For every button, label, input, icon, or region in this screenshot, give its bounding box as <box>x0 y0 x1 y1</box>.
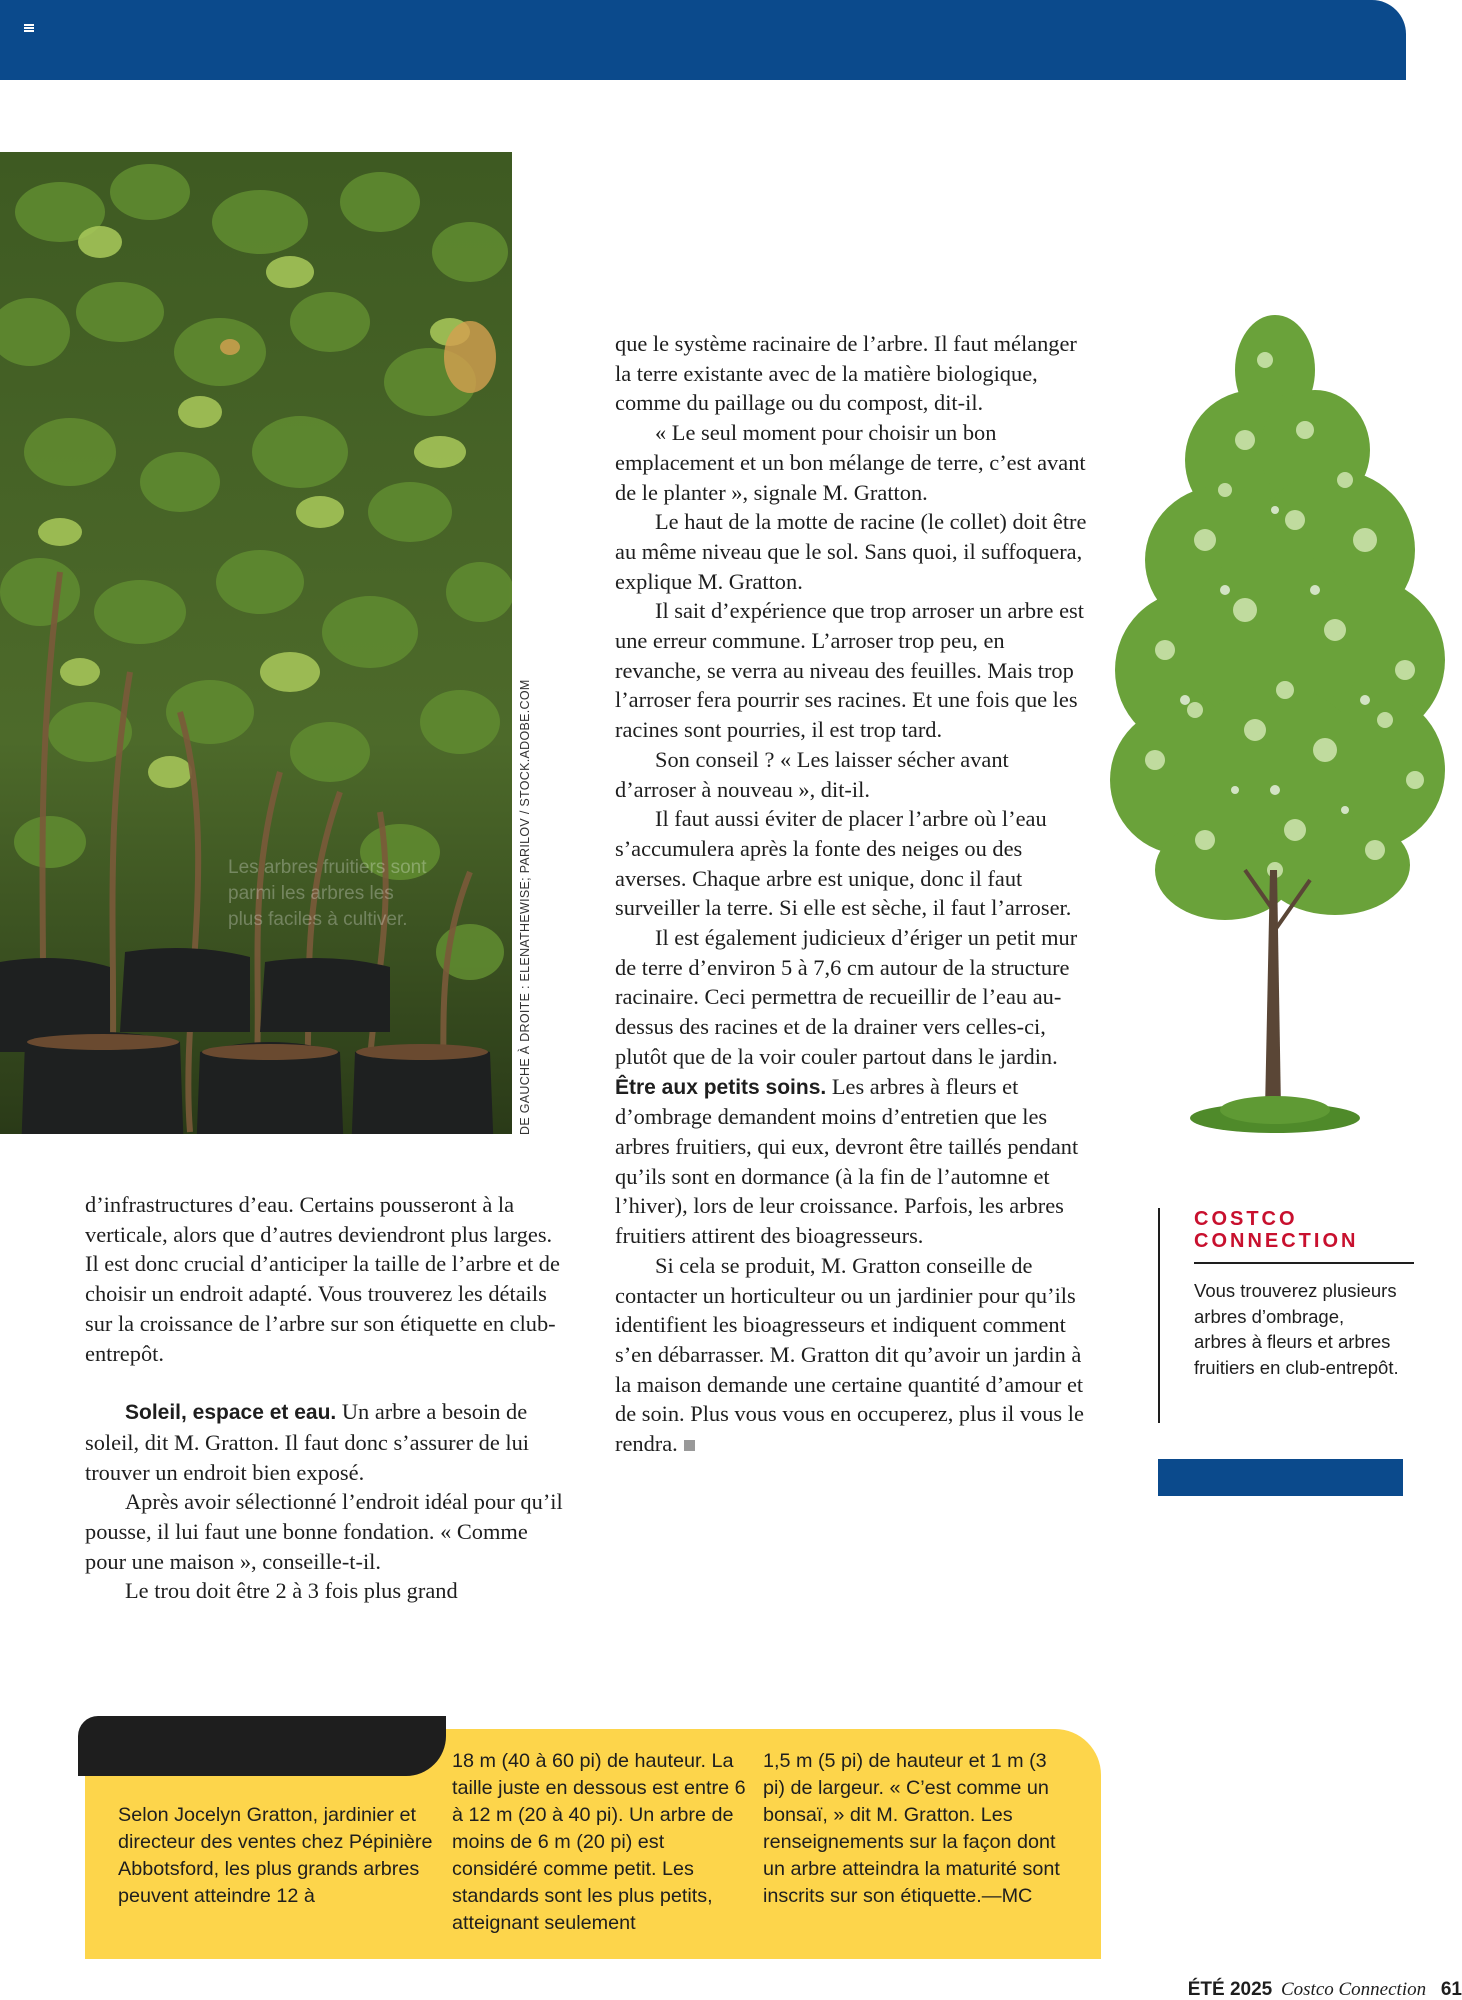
paragraph: Après avoir sélectionné l’endroit idéal pour qu’il pousse, il lui faut une bonne fondation. « Comme pour une maison », conseille-t-il. <box>85 1489 563 1574</box>
sidebar-body: Vous trouverez plusieurs arbres d’ombrage, arbres à fleurs et arbres fruitiers en club-entrepôt. <box>1194 1280 1399 1378</box>
paragraph: d’infrastructures d’eau. Certains pousseront à la verticale, alors que d’autres deviendront plus larges. Il est donc crucial d’anticiper la taille de l’arbre et de choisir un endroit adapté. Vous trouverez les détails sur la croissance de l’arbre sur son étiquette en club-entrepôt. <box>85 1192 560 1366</box>
paragraph: Le trou doit être 2 à 3 fois plus grand <box>125 1578 458 1604</box>
paragraph: Soleil, espace et eau. Un arbre a besoin de soleil, dit M. Gratton. Il faut donc s’assurer de lui trouver un endroit bien exposé. <box>85 1399 529 1485</box>
paragraph: Il est également judicieux d’ériger un petit mur de terre d’environ 5 à 7,6 cm autour de la structure racinaire. Ceci permettra de recueillir de l’eau au-dessus des racines et de la drainer vers celles-ci, plutôt que de la voir couler partout dans le jardin. <box>615 925 1078 1069</box>
page-number: 61 <box>1440 1979 1462 2000</box>
paragraph: que le système racinaire de l’arbre. Il faut mélanger la terre existante avec de la matière biologique, comme du paillage ou du compost, dit-il. <box>615 331 1077 416</box>
sidebar-title: COSTCO CONNECTION <box>1194 1208 1414 1264</box>
paragraph: Il faut aussi éviter de placer l’arbre où l’eau s’accumulera après la fonte des neiges ou des averses. Chaque arbre est unique, donc il faut surveiller la terre. Si elle est sèche, il faut l’arroser. <box>615 806 1072 921</box>
header-bar <box>0 0 1406 80</box>
issue-season: ÉTÉ 2025 <box>1187 1979 1273 2000</box>
paragraph: Son conseil ? « Les laisser sécher avant d’arroser à nouveau », dit-il. <box>615 746 1009 802</box>
end-mark-icon <box>684 1440 695 1451</box>
photo-credit: DE GAUCHE À DROITE : ELENATHEWISE; PARILOV / STOCK.ADOBE.COM <box>518 679 532 1135</box>
info-box-tab <box>78 1716 446 1776</box>
magazine-name: Costco Connection <box>1280 1979 1427 2000</box>
article-column-right <box>615 329 1095 1459</box>
sidebar-accent-bar <box>1158 1459 1403 1496</box>
menu-icon <box>24 24 34 32</box>
potted-trees-photo <box>0 152 512 1134</box>
article-column-left <box>85 1190 565 1606</box>
paragraph: Il sait d’expérience que trop arroser un arbre est une erreur commune. L’arroser trop peu, en revanche, se verra au niveau des feuilles. Mais trop l’arroser fera pourrir ses racines. Et une fois que les racines sont pourries, il est trop tard. <box>615 598 1084 743</box>
paragraph: Si cela se produit, M. Gratton conseille de contacter un horticulteur ou un jardinier pour qu’ils identifient les bioagresseurs et indiquent comment s’en débarrasser. M. Gratton dit qu’avoir un jardin à la maison demande une certaine quantité d’amour et de soin. Plus vous vous en occuperez, plus il vous le rendra. <box>615 1252 1084 1457</box>
subhead-soleil: Soleil, espace et eau. <box>125 1401 337 1425</box>
info-box-column-3: 1,5 m (5 pi) de hauteur et 1 m (3 pi) de largeur. « C’est comme un bonsaï, » dit M. Gratton. Les renseignements sur la façon dont un arbre atteindra la maturité sont inscrits sur son étiquette.—MC <box>763 1750 1060 1907</box>
info-box-column-1: Selon Jocelyn Gratton, jardinier et directeur des ventes chez Pépinière Abbotsford, les plus grands arbres peuvent atteindre 12 à <box>118 1804 433 1907</box>
flowering-tree-photo <box>1095 310 1460 1180</box>
paragraph: Être aux petits soins. Les arbres à fleurs et d’ombrage demandent moins d’entretien que les arbres fruitiers, qui eux, devront être taillés pendant qu’ils sont en dormance (à la fin de l’automne et l’hiver), lors de leur croissance. Parfois, les arbres fruitiers attirent des bioagresseurs. <box>615 1073 1079 1249</box>
subhead-soins: Être aux petits soins. <box>615 1075 827 1099</box>
page-footer <box>1188 1979 1462 2000</box>
paragraph: « Le seul moment pour choisir un bon emplacement et un bon mélange de terre, c’est avant de le planter », signale M. Gratton. <box>615 420 1086 505</box>
info-box-column-2: 18 m (40 à 60 pi) de hauteur. La taille juste en dessous est entre 6 à 12 m (20 à 40 pi). Un arbre de moins de 6 m (20 pi) est considéré comme petit. Les standards sont les plus petits, atteignant seulement <box>452 1750 746 1934</box>
costco-connection-sidebar <box>1158 1208 1414 1423</box>
photo-overlay-caption: Les arbres fruitiers sont parmi les arbres les plus faciles à cultiver. <box>228 857 427 930</box>
paragraph: Le haut de la motte de racine (le collet) doit être au même niveau que le sol. Sans quoi, il suffoquera, explique M. Gratton. <box>615 509 1087 594</box>
